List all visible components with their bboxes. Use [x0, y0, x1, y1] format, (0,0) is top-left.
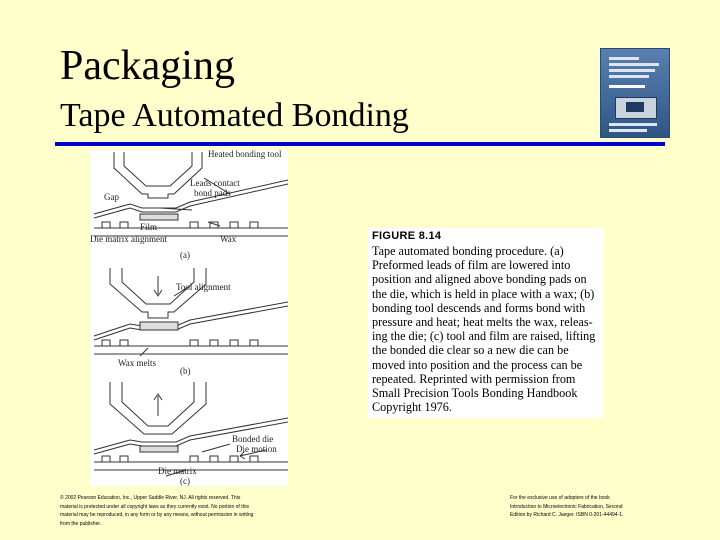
caption-line: repeated. Reprinted with permission from	[372, 371, 576, 386]
caption-line: the die, which is held in place with a wax; (b)	[372, 286, 595, 301]
label-tool-alignment: Tool alignment	[176, 282, 231, 292]
caption-line: position and aligned above bonding pads on	[372, 272, 587, 287]
caption-line: bonding tool descends and forms bond with	[372, 300, 586, 315]
caption-line: moved into position and the process can be	[372, 357, 583, 372]
caption-line: Tape automated bonding procedure. (a)	[372, 244, 564, 258]
caption-line: the bonded die clear so a new die can be	[372, 343, 569, 358]
label-bond-pads: bond pads	[194, 188, 231, 198]
caption-line: pressure and heat; heat melts the wax, releas-	[372, 315, 593, 330]
label-film: Film	[140, 222, 158, 232]
figure-caption	[368, 228, 604, 418]
panel-c-drawing	[94, 382, 288, 476]
copyright-line: © 2002 Pearson Education, Inc., Upper Saddle River, NJ. All rights reserved. This	[60, 495, 241, 501]
adopter-line: For the exclusive use of adopters of the book	[510, 495, 610, 501]
tab-bonding-figure	[90, 150, 288, 486]
panel-a-drawing	[94, 152, 288, 236]
adopter-line: Introduction to Microelectronic Fabrication, Second	[510, 503, 623, 510]
copyright-line: material is protected under all copyright laws as they currently exist. No portion of this	[60, 503, 249, 510]
caption-title: FIGURE 8.14	[372, 230, 442, 242]
label-die-matrix: Die matrix	[158, 466, 197, 476]
label-panel-c: (c)	[180, 476, 190, 486]
caption-line: Preformed leads of film are lowered into	[372, 258, 571, 273]
label-panel-a: (a)	[180, 250, 190, 260]
label-heated-tool: Heated bonding tool	[208, 150, 282, 159]
label-leads-contact: Leads contact	[190, 178, 240, 188]
adopter-notice	[510, 494, 660, 520]
slide-subtitle: Tape Automated Bonding	[60, 97, 409, 134]
caption-line: Small Precision Tools Bonding Handbook	[372, 386, 578, 401]
title-divider	[55, 142, 665, 146]
label-bonded-die: Bonded die	[232, 434, 274, 444]
label-die-motion: Die motion	[236, 444, 277, 454]
copyright-line: material may be reproduced, in any form or by any means, without permission in writing	[60, 512, 254, 518]
label-die-alignment: Die matrix alignment	[90, 234, 167, 244]
copyright-notice	[60, 494, 305, 528]
label-wax-melts: Wax melts	[118, 358, 157, 368]
book-cover-image	[600, 48, 670, 138]
caption-body	[372, 244, 604, 414]
caption-line: Copyright 1976.	[372, 400, 452, 415]
label-wax: Wax	[220, 234, 237, 244]
copyright-line: from the publisher.	[60, 520, 102, 527]
slide-title: Packaging	[60, 43, 235, 89]
caption-line: ing the die; (c) tool and film are raised, lifting	[372, 329, 596, 344]
adopter-line: Edition by Richard C. Jaeger. ISBN 0-201-44494-1.	[510, 512, 624, 518]
label-gap: Gap	[104, 192, 119, 202]
label-panel-b: (b)	[180, 366, 191, 376]
